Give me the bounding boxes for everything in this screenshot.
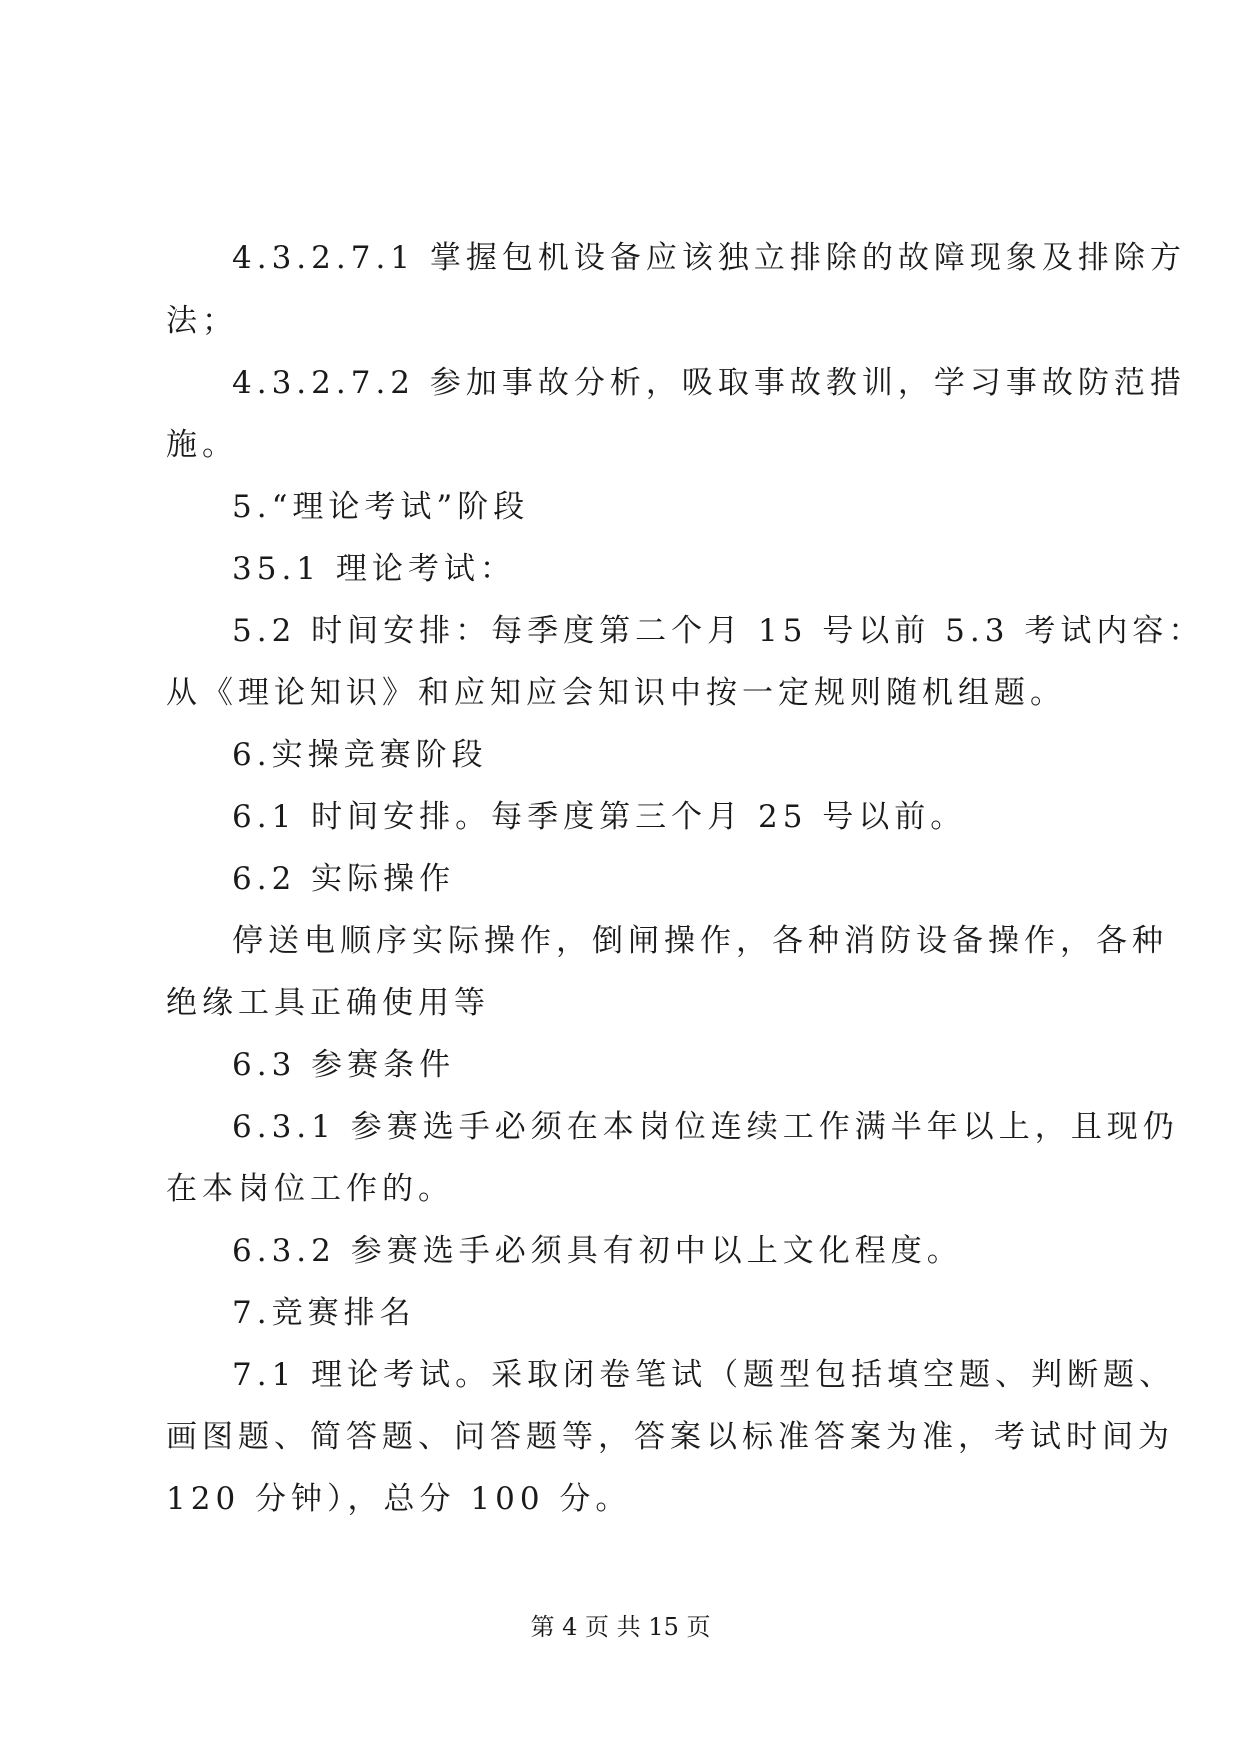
paragraph-line: 4.3.2.7.2 参加事故分析，吸取事故教训，学习事故防范措 [232, 365, 1186, 401]
paragraph-line: 120 分钟），总分 100 分。 [166, 1481, 632, 1517]
paragraph-line: 画图题、简答题、问答题等，答案以标准答案为准，考试时间为 [166, 1419, 1174, 1455]
paragraph-line: 在本岗位工作的。 [166, 1171, 454, 1207]
paragraph-line: 6.3.1 参赛选手必须在本岗位连续工作满半年以上，且现仍 [232, 1109, 1179, 1145]
paragraph-line: 7.1 理论考试。采取闭卷笔试（题型包括填空题、判断题、 [232, 1357, 1176, 1393]
paragraph-line: 法； [166, 303, 238, 339]
paragraph-line: 施。 [166, 427, 238, 463]
paragraph-line: 6.2 实际操作 [232, 861, 456, 897]
paragraph-line: 6.1 时间安排。每季度第三个月 25 号以前。 [232, 799, 967, 835]
paragraph-line: 停送电顺序实际操作，倒闸操作，各种消防设备操作，各种 [232, 923, 1168, 959]
paragraph-line: 从《理论知识》和应知应会知识中按一定规则随机组题。 [166, 675, 1066, 711]
paragraph-line: 6.3.2 参赛选手必须具有初中以上文化程度。 [232, 1233, 963, 1269]
paragraph-line: 绝缘工具正确使用等 [166, 985, 490, 1021]
paragraph-line: 6.3 参赛条件 [232, 1047, 456, 1083]
paragraph-line: 7.竞赛排名 [232, 1295, 416, 1331]
paragraph-line: 35.1 理论考试： [232, 551, 516, 587]
paragraph-line: 4.3.2.7.1 掌握包机设备应该独立排除的故障现象及排除方 [232, 240, 1186, 276]
page-number-footer: 第 4 页 共 15 页 [530, 1613, 711, 1641]
paragraph-line: 6.实操竞赛阶段 [232, 737, 488, 773]
paragraph-line: 5.“理论考试”阶段 [232, 489, 530, 525]
paragraph-line: 5.2 时间安排：每季度第二个月 15 号以前 5.3 考试内容： [232, 613, 1205, 649]
